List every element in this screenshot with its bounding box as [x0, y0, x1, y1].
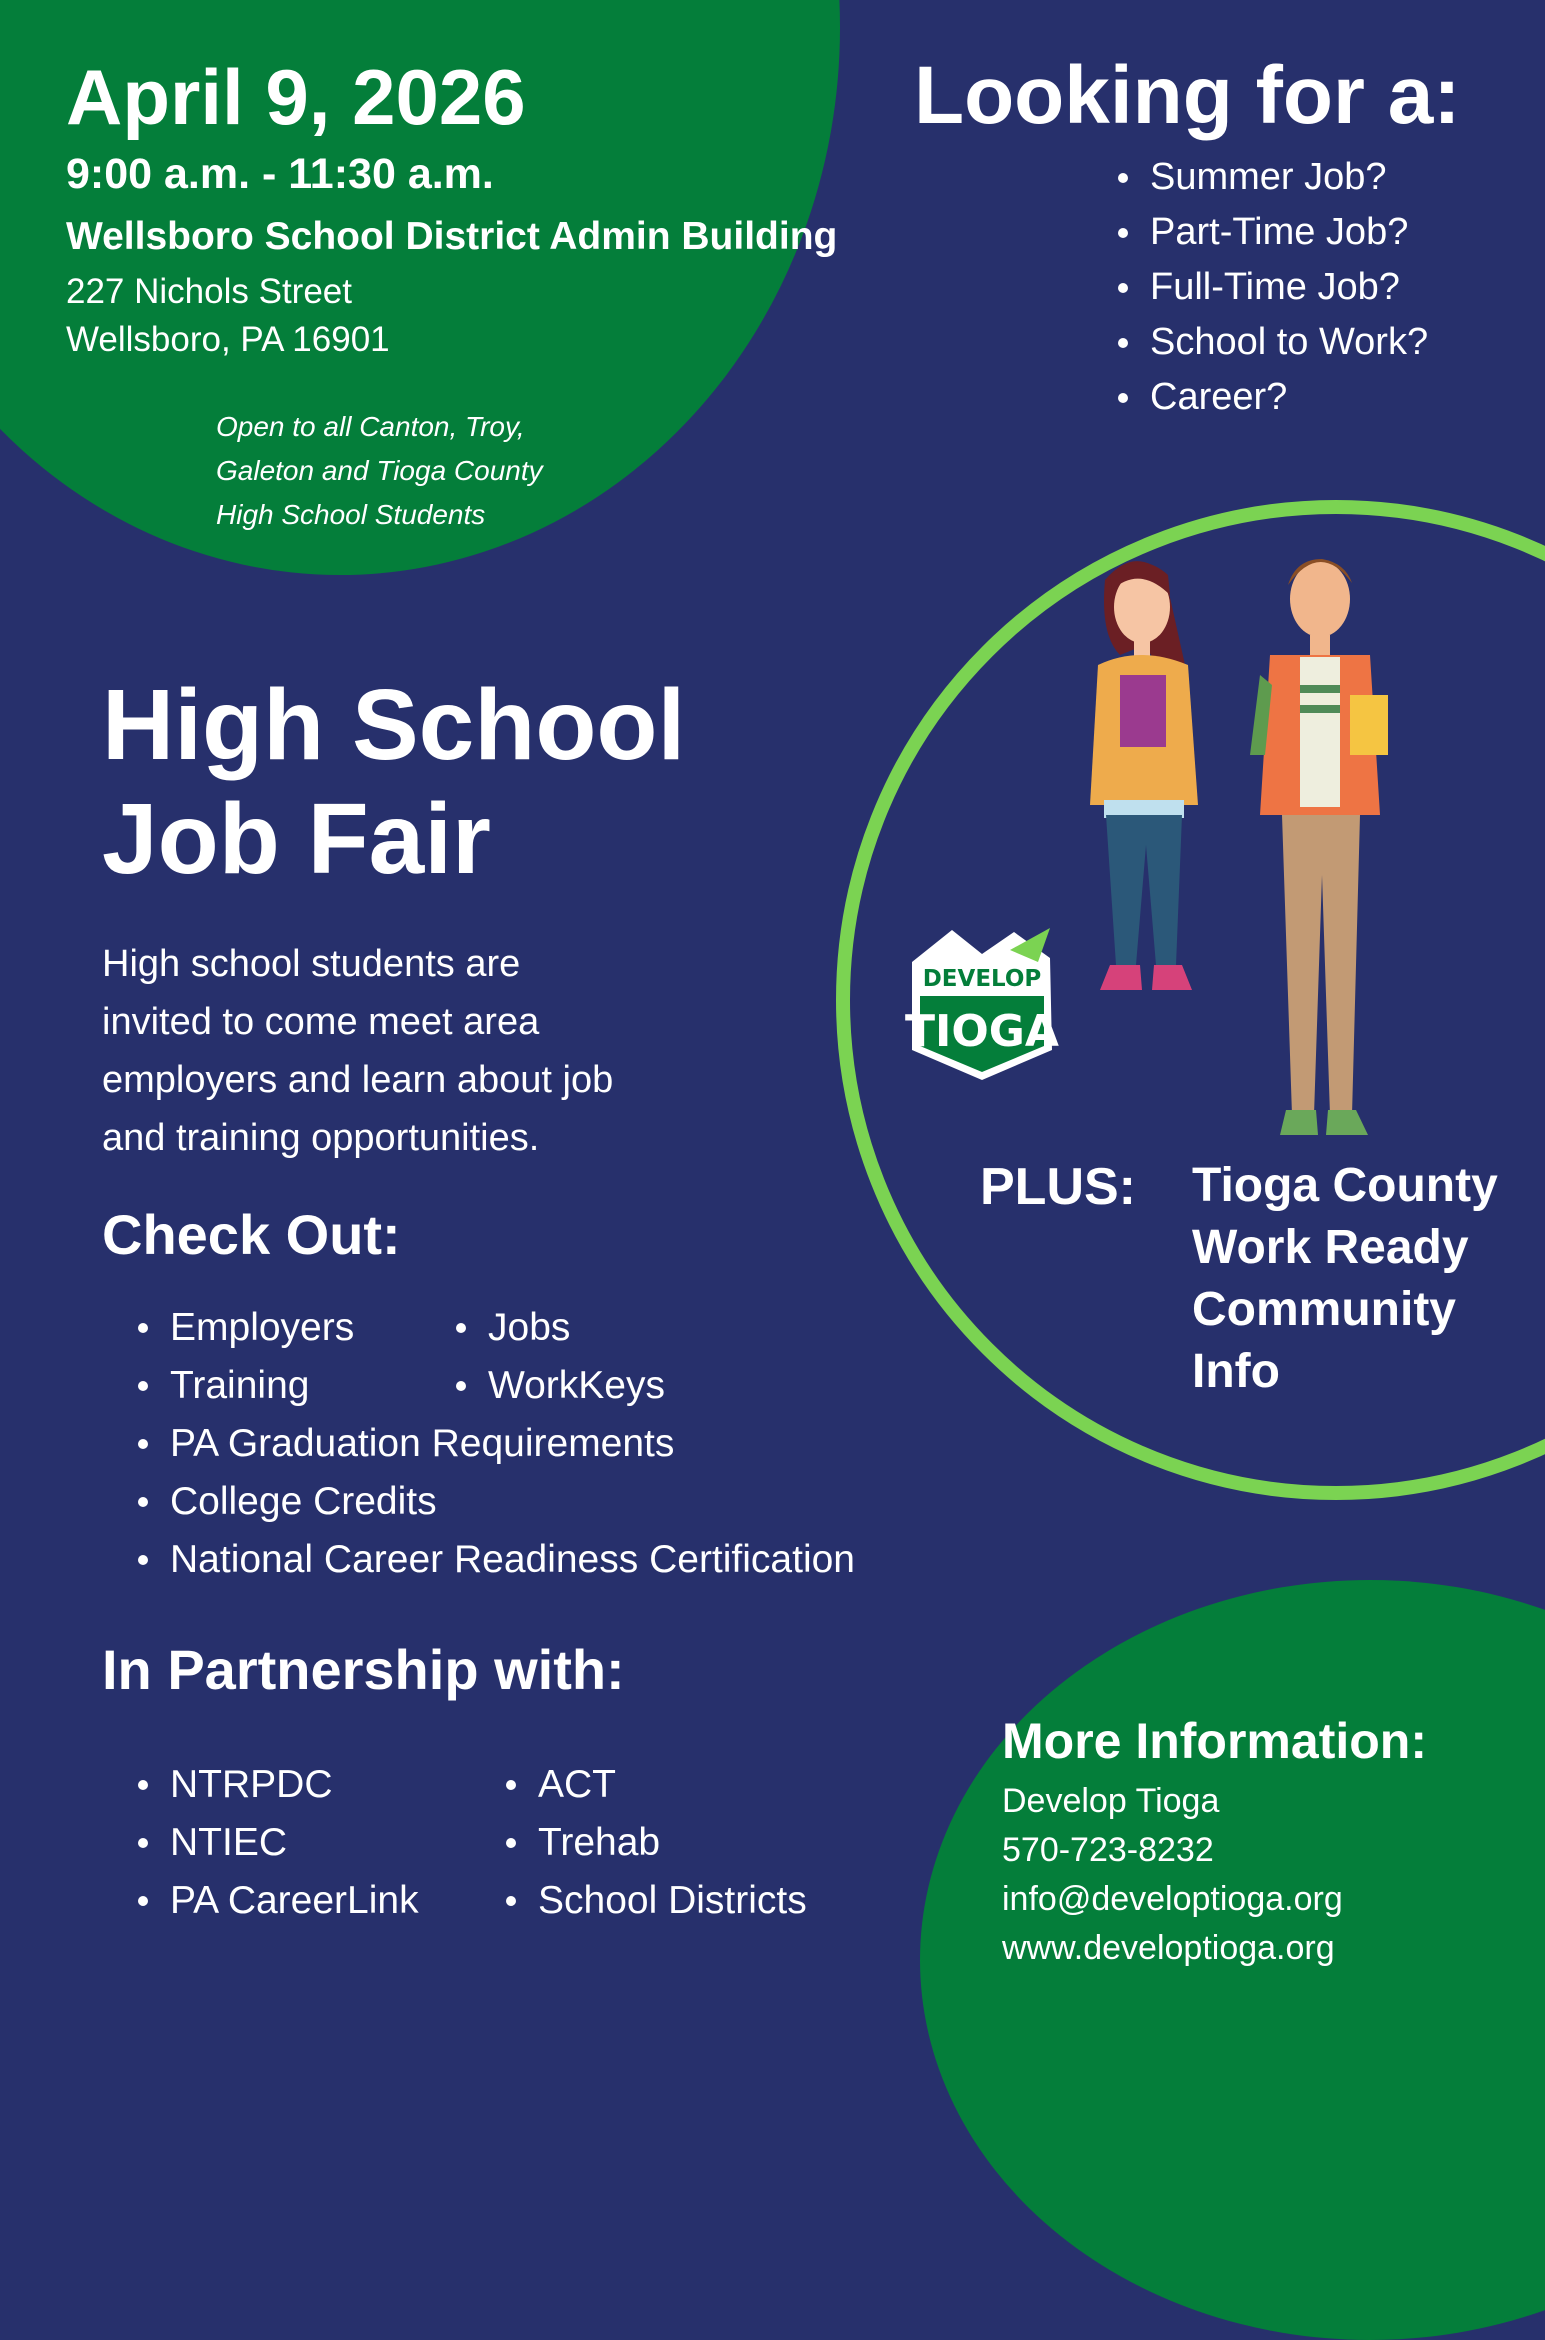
- list-item: ACT: [500, 1756, 807, 1814]
- eligibility-line: Galeton and Tioga County: [216, 455, 543, 486]
- partner-list-col1: [132, 1756, 419, 1930]
- intro-line: High school students are: [102, 943, 521, 985]
- title-line: High School: [102, 669, 686, 781]
- plus-text: [1192, 1155, 1498, 1403]
- contact-website[interactable]: www.developtioga.org: [1002, 1929, 1335, 1967]
- list-item: School Districts: [500, 1872, 807, 1930]
- partnership-heading: In Partnership with:: [102, 1638, 625, 1701]
- list-item: Part-Time Job?: [1112, 205, 1428, 260]
- address-line-1: 227 Nichols Street: [66, 272, 352, 311]
- intro-line: employers and learn about job: [102, 1059, 614, 1101]
- intro-line: invited to come meet area: [102, 1001, 540, 1043]
- event-venue: Wellsboro School District Admin Building: [66, 215, 838, 258]
- address-line-2: Wellsboro, PA 16901: [66, 320, 390, 359]
- partner-list-col2: [500, 1756, 807, 1930]
- list-item: National Career Readiness Certification: [132, 1531, 855, 1589]
- logo-text-top: DEVELOP: [922, 966, 1042, 992]
- looking-list: [1112, 150, 1428, 425]
- contact-name: Develop Tioga: [1002, 1782, 1220, 1820]
- students-illustration: [1060, 545, 1440, 1145]
- logo-text-bottom: TIOGA: [905, 1006, 1059, 1057]
- check-out-heading: Check Out:: [102, 1203, 401, 1266]
- page-title: [102, 668, 685, 896]
- intro-line: and training opportunities.: [102, 1117, 540, 1159]
- plus-line: Work Ready: [1192, 1221, 1469, 1274]
- list-item: Full-Time Job?: [1112, 260, 1428, 315]
- list-item: NTRPDC: [132, 1756, 419, 1814]
- plus-label: PLUS:: [980, 1158, 1136, 1216]
- looking-heading: Looking for a:: [914, 50, 1461, 141]
- list-item: PA Graduation Requirements: [132, 1415, 855, 1473]
- event-date: April 9, 2026: [66, 53, 526, 141]
- list-item: Employers: [132, 1299, 354, 1357]
- check-out-list-col1: [132, 1299, 354, 1415]
- intro-paragraph: [102, 935, 613, 1167]
- eligibility-line: Open to all Canton, Troy,: [216, 411, 525, 442]
- list-item: Training: [132, 1357, 354, 1415]
- eligibility-line: High School Students: [216, 499, 486, 530]
- plus-line: Tioga County: [1192, 1159, 1498, 1212]
- develop-tioga-logo: [902, 922, 1062, 1082]
- contact-phone[interactable]: 570-723-8232: [1002, 1831, 1214, 1869]
- event-time: 9:00 a.m. - 11:30 a.m.: [66, 150, 494, 198]
- contact-email[interactable]: info@developtioga.org: [1002, 1880, 1343, 1918]
- list-item: NTIEC: [132, 1814, 419, 1872]
- list-item: PA CareerLink: [132, 1872, 419, 1930]
- check-out-list-col2: [450, 1299, 665, 1415]
- contact-block: [1002, 1777, 1343, 1973]
- plus-line: Community: [1192, 1283, 1456, 1336]
- title-line: Job Fair: [102, 783, 491, 895]
- list-item: College Credits: [132, 1473, 855, 1531]
- eligibility-note: [216, 405, 543, 537]
- more-info-heading: More Information:: [1002, 1713, 1427, 1769]
- plus-line: Info: [1192, 1345, 1280, 1398]
- list-item: Jobs: [450, 1299, 665, 1357]
- list-item: School to Work?: [1112, 315, 1428, 370]
- check-out-list-full: [132, 1415, 855, 1589]
- list-item: WorkKeys: [450, 1357, 665, 1415]
- list-item: Summer Job?: [1112, 150, 1428, 205]
- list-item: Career?: [1112, 370, 1428, 425]
- list-item: Trehab: [500, 1814, 807, 1872]
